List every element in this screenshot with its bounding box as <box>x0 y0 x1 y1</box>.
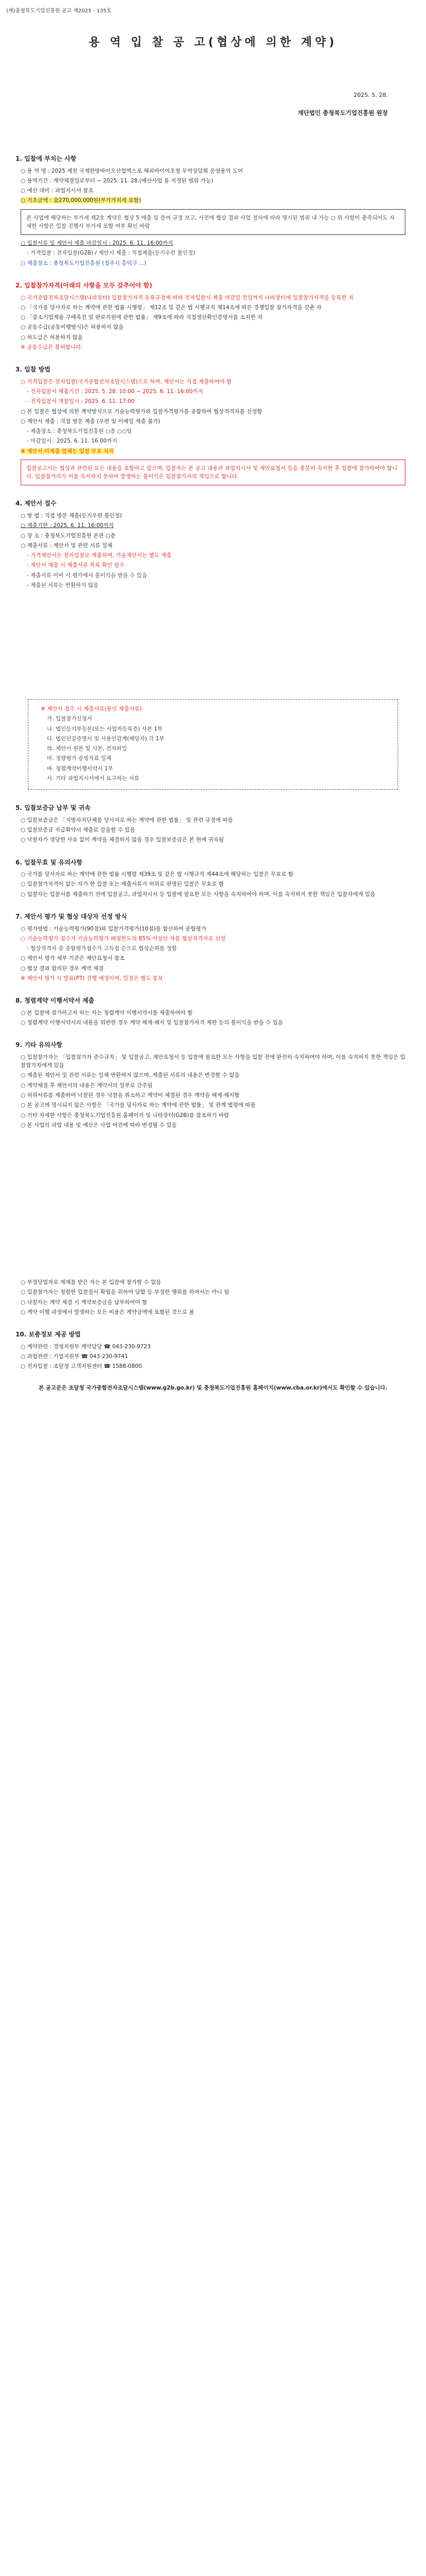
section-evaluation <box>15 912 411 982</box>
list-item: ○ 제안서 제출 : 직접 방문 제출 (우편 및 이메일 제출 불가) <box>21 418 160 425</box>
section-bid-method <box>15 365 411 455</box>
list-item: ○ 입찰참가자는 청렴한 입찰질서 확립을 위하여 담합 등 부정한 행위를 하여서는 아니 됨 <box>21 1289 230 1296</box>
list-item: 사. 기타 과업지시서에서 요구하는 서류 <box>47 775 139 782</box>
list-item: - 협상적격자 중 종합평가점수가 고득점 순으로 협상순위를 정함 <box>27 945 177 952</box>
list-item: - 가격입찰 : 전자입찰(G2B) / 제안서 제출 : 직접제출(등기우편 불인정) <box>27 250 195 257</box>
list-item: ○ 제출된 제안서 및 관련 서류는 일체 반환하지 않으며, 제출된 서류의 내용은 변경할 수 없음 <box>21 1072 240 1079</box>
contact-task: ○ 과업관련 : 기업지원부 ☎ 043-230-9741 <box>21 1353 128 1360</box>
list-item: ○ 계약체결 후 제안서의 내용은 계약서의 일부로 간주됨 <box>21 1082 153 1089</box>
list-item: ○ 용 역 명 : 2025 제천 국제한방바이오산업엑스포 해외바이어초청 무역상담회 운영용역 도어 <box>21 167 243 174</box>
footer-note: 본 공고문은 조달청 국가종합전자조달시스템(www.g2b.go.kr) 및 충청북도기업진흥원 홈페이지(www.cba.or.kr)에서도 확인할 수 있습니다. <box>38 1385 388 1392</box>
list-item: 다. 법인인감증명서 및 사용인감계(해당자) 각 1부 <box>47 735 165 742</box>
list-item: ○ 허위서류를 제출하여 낙찰된 경우 낙찰을 취소하고 계약이 체결된 경우 계약을 해제·해지함 <box>21 1092 240 1098</box>
warning-text: ※ 제안서 미제출 업체는 입찰 무효 처리 <box>21 448 114 454</box>
section-bid-deposit <box>15 803 411 844</box>
section-heading: 9. 기타 유의사항 <box>15 1041 62 1049</box>
list-item: ○ 방 법 : 직접 방문 제출(등기우편 불인정) <box>21 512 122 519</box>
warning-text: ※ 제안서 평가 시 발표(PT) 진행 예정이며, 일정은 별도 통보 <box>21 975 163 981</box>
list-item: ○ 공동수급(공동이행방식)은 허용하지 않음 <box>21 324 124 331</box>
budget-amount: ○ 기초금액 : 金270,000,000원(부가가치세 포함) <box>21 197 141 204</box>
required-documents-box <box>28 699 398 790</box>
section-heading: 4. 제안서 접수 <box>15 500 57 507</box>
list-item <box>21 196 411 205</box>
notice-box: 본 사업에 해당하는 부가세 제2호 계약은 협상 5 매출 및 증여 규정 보고, 사전에 협상 결과 사업 절차에 따라 명시된 범위 내 가능 ○ 위 사항이 충족되어도 자세한 사항은 입찰 진행시 부가세 포함 여부 확인 바람 <box>21 209 405 235</box>
list-item <box>21 239 411 247</box>
list-item: 마. 정량평가 증빙자료 일체 <box>47 755 111 762</box>
section-heading: 1. 입찰에 부치는 사항 <box>15 155 77 162</box>
list-item: - 가격제안서는 전자입찰로 제출하며, 기술제안서는 별도 제출 <box>27 552 172 559</box>
list-item: - 제출장소 : 충청북도기업진흥원 ○층 ○○팀 <box>27 428 132 435</box>
list-item: ○ 입찰보증금 지급확약서 제출로 갈음할 수 있음 <box>21 827 135 834</box>
list-item: ○ 제출서류 : 제안서 및 관련 서류 일체 <box>21 542 113 549</box>
list-item: ○ 국가를 당사자로 하는 계약에 관한 법률 시행령 제39조 및 같은 법 시행규칙 제44조에 해당하는 입찰은 무효로 함 <box>21 871 293 878</box>
section-contact <box>15 1330 411 1370</box>
warning-text: ※ 공동수급은 불허합니다. <box>21 344 83 350</box>
section-heading: 8. 청렴계약 이행서약서 제출 <box>15 997 94 1005</box>
list-item: 바. 청렴계약이행서약서 1부 <box>47 765 113 772</box>
list-item: ○ 「국가를 당사자로 하는 계약에 관한 법률 시행령」 제12조 및 같은 법 시행규칙 제14조에 따른 경쟁입찰 참가자격을 갖춘 자 <box>21 304 322 311</box>
section-heading: 3. 입찰 방법 <box>15 366 51 374</box>
list-item: ○ 기타 자세한 사항은 충청북도기업진흥원 홈페이지 및 나라장터(G2B)를 참조하기 바람 <box>21 1112 230 1118</box>
list-item: ○ 본 입찰은 협상에 의한 계약방식으로 기술능력평가와 입찰가격평가를 종합하여 협상적격자를 선정함 <box>21 408 263 415</box>
list-item: ○ 평가방법 : 기술능력평가(90점)와 입찰가격평가(10점)를 합산하여 종합평가 <box>21 925 206 932</box>
list-item: ○ 계약 이행 과정에서 발생하는 모든 비용은 계약금액에 포함된 것으로 봄 <box>21 1309 194 1315</box>
box-heading: ※ 제안서 접수 시 제출서류(봉인 제출서류) <box>41 706 142 713</box>
list-item: - 제출서류 미비 시 평가에서 불이익을 받을 수 있음 <box>27 572 148 579</box>
section-integrity-pledge <box>15 996 411 1027</box>
list-item: ○ 본 입찰에 참가하고자 하는 자는 청렴계약 이행서약서를 제출하여야 함 <box>21 1009 193 1016</box>
list-item: ○ 「중소기업제품 구매촉진 및 판로지원에 관한 법률」 제9조에 따라 직접생산확인증명서를 소지한 자 <box>21 314 263 321</box>
gazette-number: (재)충청북도기업진흥원 공고 제2025 - 135호 <box>6 8 111 14</box>
section-other-notes-cont <box>15 1278 411 1316</box>
list-item: ○ 본 공고에 명시되지 않은 사항은 「국가를 당사자로 하는 계약에 관한 법률」 및 관계 법령에 따름 <box>21 1102 256 1109</box>
section-proposal-submission <box>15 499 411 589</box>
section-eligibility <box>15 281 411 351</box>
list-item: - 전자입찰서 제출기간 : 2025. 5. 28. 10:00 ~ 2025. 6. 11. 16:00까지 <box>27 388 203 395</box>
list-item: 가. 입찰참가신청서 <box>47 716 92 722</box>
section-bid-items <box>15 154 411 267</box>
notice-box: 입찰공고서는 협상과 관련된 모든 내용을 포함하고 있으며, 입찰자는 본 공고 내용과 과업지시서 및 제안요청서 등을 충분히 숙지한 후 입찰에 참가하여야 합니다. 입찰참가자가 이를 숙지하지 못하여 발생하는 불이익은 입찰참가자의 책임으로 합니다. <box>21 460 405 486</box>
list-item: ○ 협상 결과 합의된 경우 계약 체결 <box>21 965 104 972</box>
section-invalid-bids <box>15 858 411 899</box>
list-item: ○ 국가종합전자조달시스템(나라장터) 입찰참가자격 등록규정에 따라 전자입찰서 제출 마감일 전일까지 나라장터에 입찰참가자격을 등록한 자 <box>21 294 354 301</box>
list-item: - 마감일시 : 2025. 6. 11. 16:00까지 <box>27 438 118 445</box>
section-heading: 2. 입찰참가자격(아래의 사항을 모두 갖추어야 함) <box>15 281 153 289</box>
list-item: 라. 제안서 원본 및 사본, 전자파일 <box>47 745 127 752</box>
section-other-notes <box>15 1040 411 1129</box>
page-title: 용 역 입 찰 공 고(협상에 의한 계약) <box>88 36 337 49</box>
list-item: ○ 제출기한 : 2025. 6. 11. 16:00까지 <box>21 522 114 529</box>
list-item: ○ 예산 대비 : 과업지시서 참조 <box>21 188 93 194</box>
contact-contract: ○ 계약관련 : 경영지원부 계약담당 ☎ 043-230-9723 <box>21 1343 151 1350</box>
list-item: ○ 입찰참가자격이 없는 자가 한 입찰 또는 제출서류가 허위로 판명된 입찰은 무효로 함 <box>21 881 224 888</box>
issuer-name: 재단법인 충청북도기업진흥원 원장 <box>298 109 388 117</box>
list-item: ○ 청렴계약 이행서약서의 내용을 위반한 경우 계약 해제·해지 및 입찰참가자격 제한 등의 불이익을 받을 수 있음 <box>21 1020 283 1026</box>
list-item: - 제안서 제출 시 제출서류 목록 확인 필수 <box>27 562 125 569</box>
list-item: ○ 가격입찰은 전자입찰(국가종합전자조달시스템)으로 하며, 제안서는 직접 제출하여야 함 <box>21 378 232 385</box>
list-item: - 제출된 서류는 반환하지 않음 <box>27 582 99 588</box>
list-item <box>21 259 411 267</box>
list-item: ○ 용역기간 : 계약체결일로부터 ~ 2025. 11. 28.(예산사업 통 지정된 범위 가능) <box>21 177 214 184</box>
section-heading: 10. 보충정보 제공 방법 <box>15 1331 81 1338</box>
list-item: - 전자입찰서 개찰일시 : 2025. 6. 11. 17:00 <box>27 398 135 405</box>
list-item: 나. 법인등기부등본(또는 사업자등록증) 사본 1부 <box>47 725 163 732</box>
list-item: ○ 입찰자는 입찰서를 제출하기 전에 입찰공고, 과업지시서 등 입찰에 필요한 모든 사항을 숙지하여야 하며, 이를 숙지하지 못한 책임은 입찰자에게 있음 <box>21 891 375 897</box>
list-item: ○ 본 사업의 과업 내용 및 예산은 사업 여건에 따라 변경될 수 있음 <box>21 1122 177 1128</box>
list-item: ○ 하도급은 허용하지 않음 <box>21 334 83 341</box>
list-item: ○ 기술능력평가 점수가 기술능력평가 배점한도의 85% 이상인 자를 협상적격자로 선정 <box>21 935 226 942</box>
section-heading: 7. 제안서 평가 및 협상 대상자 선정 방식 <box>15 913 127 920</box>
list-item: ○ 제안서 평가 세부 기준은 제안요청서 참조 <box>21 955 125 962</box>
submission-place: ○ 제출장소 : 충청북도기업진흥원 (청주시 흥덕구 ...) <box>21 260 146 266</box>
section-heading: 5. 입찰보증금 납부 및 귀속 <box>15 804 91 812</box>
announcement-date: 2025. 5. 28. <box>353 92 388 99</box>
list-item: ○ 입찰보증금은 「지방자치단체를 당사자로 하는 계약에 관한 법률」 및 관련 규정에 따름 <box>21 817 233 823</box>
section-heading: 6. 입찰무효 및 유의사항 <box>15 858 83 866</box>
list-item: ○ 부정당업자로 제재를 받은 자는 본 입찰에 참가할 수 없음 <box>21 1279 161 1286</box>
contact-ebid: ○ 전자입찰 : 조달청 고객지원센터 ☎ 1588-0800 <box>21 1363 142 1370</box>
list-item: ○ 입찰참가자는 「입찰참가자 준수규칙」 및 입찰공고, 제안요청서 등 입찰에 필요한 모든 사항을 입찰 전에 완전히 숙지하여야 하며, 이를 숙지하지 못한 책임은 입찰참가자에게 있음 <box>21 1054 405 1069</box>
list-item: ○ 낙찰자가 정당한 사유 없이 계약을 체결하지 않을 경우 입찰보증금은 본 원에 귀속됨 <box>21 837 224 843</box>
list-item: ○ 장 소 : 충청북도기업진흥원 본관 ○층 <box>21 532 116 539</box>
deadline-text: ○ 입찰서류 및 제안서 제출 마감일시 : 2025. 6. 11. 16:00까지 <box>21 240 173 247</box>
list-item: ○ 낙찰자는 계약 체결 시 계약보증금을 납부하여야 함 <box>21 1299 148 1306</box>
